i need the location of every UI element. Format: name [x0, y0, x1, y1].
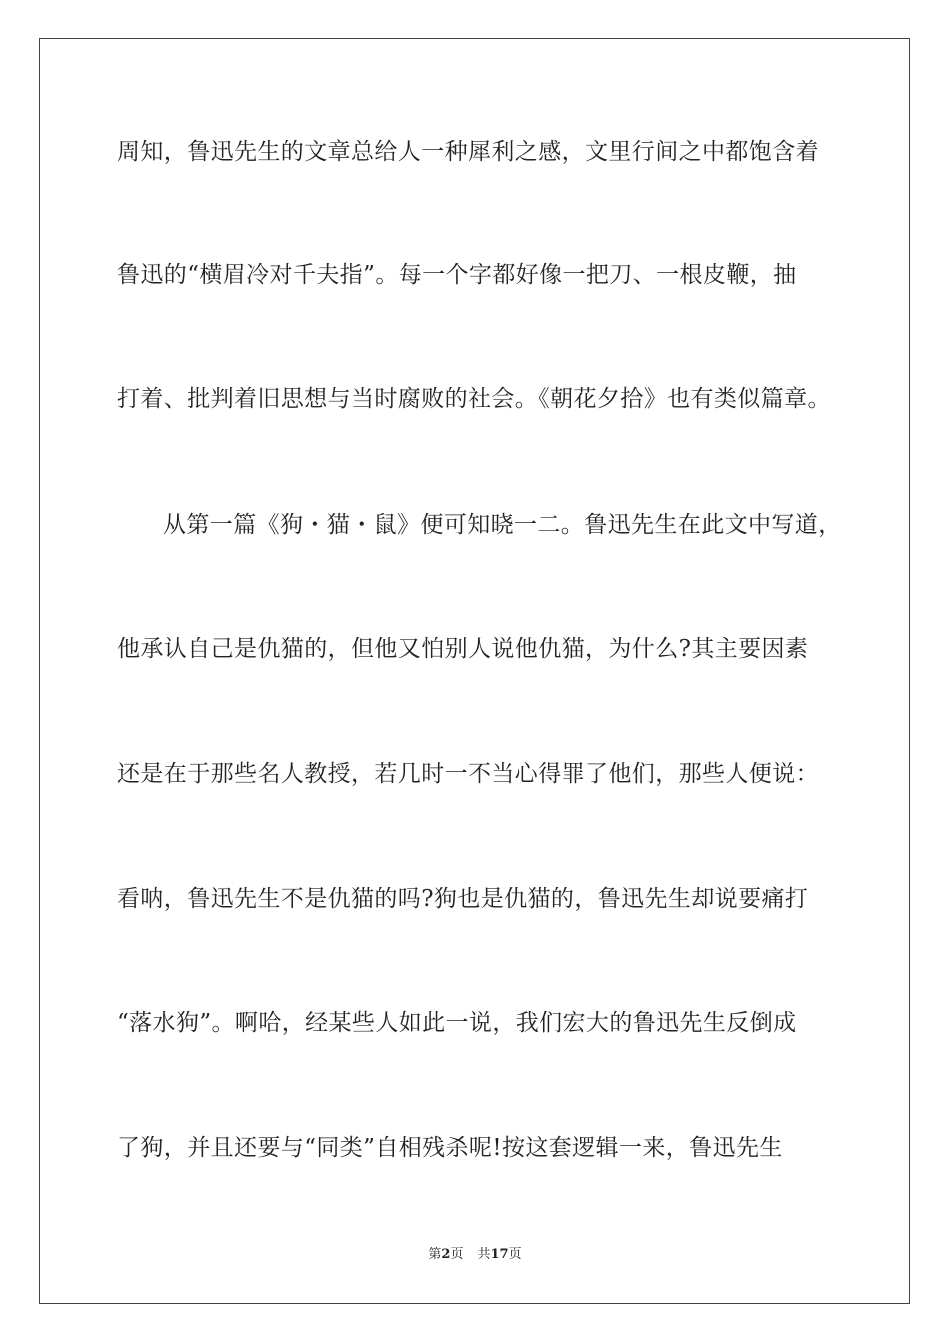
paragraph-line-2: 鲁迅的“横眉冷对千夫指”。每一个字都好像一把刀、一根皮鞭，抽 — [117, 262, 797, 288]
total-prefix: 共 — [477, 1247, 491, 1262]
paragraph-line-8: “落水狗”。啊哈，经某些人如此一说，我们宏大的鲁迅先生反倒成 — [117, 1010, 797, 1036]
paragraph-line-5: 他承认自己是仇猫的，但他又怕别人说他仇猫，为什么?其主要因素 — [117, 636, 809, 662]
total-page-count: 17 — [490, 1247, 509, 1262]
page-prefix: 第 — [428, 1247, 442, 1262]
paragraph-line-6: 还是在于那些名人教授，若几时一不当心得罪了他们，那些人便说： — [117, 761, 819, 787]
total-suffix: 页 — [508, 1247, 522, 1262]
page-suffix: 页 — [450, 1247, 464, 1262]
paragraph-line-1: 周知，鲁迅先生的文章总给人一种犀利之感，文里行间之中都饱含着 — [117, 139, 819, 165]
page-number-footer — [0, 1246, 950, 1264]
paragraph-line-9: 了狗，并且还要与“同类”自相残杀呢!按这套逻辑一来，鲁迅先生 — [117, 1135, 783, 1161]
page-border — [39, 38, 910, 1304]
paragraph-line-3: 打着、批判着旧思想与当时腐败的社会。《朝花夕拾》也有类似篇章。 — [117, 386, 831, 412]
current-page-number: 2 — [441, 1247, 451, 1262]
paragraph-line-7: 看呐，鲁迅先生不是仇猫的吗?狗也是仇猫的，鲁迅先生却说要痛打 — [117, 886, 809, 912]
paragraph-line-4: 从第一篇《狗・猫・鼠》便可知晓一二。鲁迅先生在此文中写道， — [163, 512, 842, 538]
